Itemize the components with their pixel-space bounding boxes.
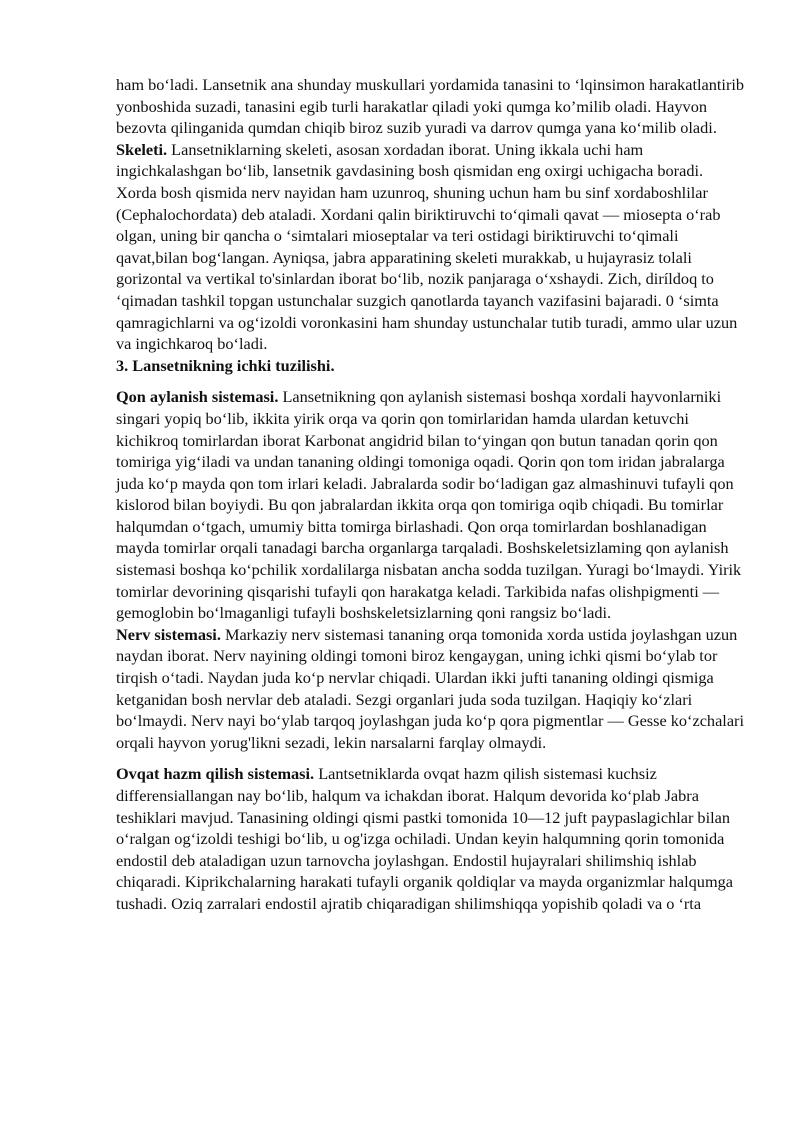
paragraph-lead-digestive: Ovqat hazm qilish sistemasi. xyxy=(116,764,315,784)
paragraph-lead-nervous: Nerv sistemasi. xyxy=(116,624,221,644)
paragraph-skeleton xyxy=(116,139,746,355)
paragraph-text: ham bo‘ladi. Lansetnik ana shunday muskullari yordamida tanasini to ‘lqinsimon harakatlantirib yonboshida suzadi, tanasini egib turli harakatlar qiladi yoki qumga ko’milib oladi. Hayvon bezovta qilinganida qumdan chiqib biroz suzib yuradi va darrov qumga yana ko‘milib oladi. xyxy=(116,75,745,138)
paragraph-lead-circulatory: Qon aylanish sistemasi. xyxy=(116,387,279,407)
paragraph-nervous-system xyxy=(116,624,746,754)
paragraph-muscles-end xyxy=(116,74,746,139)
paragraph-text: Markaziy nerv sistemasi tananing orqa tomonida xorda ustida joylashgan uzun naydan iborat. Nerv nayining oldingi tomoni biroz kengaygan, uning ichki qismi bo‘ylab tor tirqish o‘tadi. Naydan juda ko‘p nervlar chiqadi. Ulardan ikki jufti tananing oldingi qismiga ketganidan bosh nervlar deb ataladi. Sezgi organlari juda soda tuzilgan. Haqiqiy ko‘zlari bo‘lmaydi. Nerv nayi bo‘ylab tarqoq joylashgan juda ko‘p qora pigmentlar — Gesse ko‘zchalari orqali hayvon yorug'likni sezadi, lekin narsalarni farqlay olmaydi. xyxy=(116,624,744,752)
paragraph-text: Lansetniklarning skeleti, asosan xordadan iborat. Uning ikkala uchi ham ingichkalashgan bo‘lib, lansetnik gavdasining bosh qismidan eng oxirgi uchigacha boradi. Xorda bosh qismida nerv nayidan ham uzunroq, shuning uchun ham bu sinf xordaboshlilar (Cephalochordata) deb ataladi. Xordani qalin biriktiruvchi to‘qimali qavat — miosepta o‘rab olgan, uning bir qancha o ‘simtalari mioseptalar va teri ostidagi biriktiruvchi to‘qimali qavat,bilan bog‘langan. Ayniqsa, jabra apparatining skeleti murakkab, u hujayrasiz tolali gorizontal va vertikal to'sinlardan iborat bo‘lib, nozik panjaraga o‘xshaydi. Zich, diríldoq to ‘qimadan tashkil topgan ustunchalar suzgich qanotlarda tayanch vazifasini bajaradi. 0 ‘simta qamragichlarni va og‘izoldi voronkasini ham shunday ustunchalar tutib turadi, ammo ular uzun va ingichkaroq bo‘ladi. xyxy=(116,139,738,354)
paragraph-text: Lansetnikning qon aylanish sistemasi boshqa xordali hayvonlarniki singari yopiq bo‘lib, ikkita yirik orqa va qorin qon tomirlaridan hamda ulardan ketuvchi kichikroq tomirlardan iborat Karbonat angidrid bilan to‘yingan qon butun tanadan qorin qon tomiriga yig‘iladi va undan tananing oldingi tomoniga oqadi. Qorin qon tom iridan jabralarga juda ko‘p mayda qon tom irlari keladi. Jabralarda sodir bo‘ladigan gaz almashinuvi tufayli qon kislorod bilan boyiydi. Bu qon jabralardan ikkita orqa qon tomiriga oqib chiqadi. Bu tomirlar halqumdan o‘tgach, umumiy bitta tomirga birlashadi. Qon orqa tomirlardan boshlanadigan mayda tomirlar orqali tanadagi barcha organlarga tarqaladi. Boshskeletsizlaming qon aylanish sistemasi boshqa ko‘pchilik xordalilarga nisbatan ancha sodda tuzilgan. Yuragi bo‘lmaydi. Yirik tomirlar devorining qisqarishi tufayli qon harakatga keladi. Tarkibida nafas olishpigmenti — gemoglobin bo‘lmaganligi tufayli boshskeletsizlarning qoni rangsiz bo‘ladi. xyxy=(116,387,742,623)
paragraph-circulatory-system xyxy=(116,386,746,624)
paragraph-digestive-system xyxy=(116,763,746,914)
document-page xyxy=(116,74,746,915)
section-heading-internal-structure: 3. Lansetnikning ichki tuzilishi. xyxy=(116,355,335,375)
paragraph-lead-skeleton: Skeleti. xyxy=(116,139,168,159)
paragraph-text: Lantsetniklarda ovqat hazm qilish sistemasi kuchsiz differensiallangan nay bo‘lib, halqum va ichakdan iborat. Halqum devorida ko‘plab Jabra teshiklari mavjud. Tanasining oldingi qismi pastki tomonida 10—12 juft paypaslagichlar bilan o‘ralgan og‘izoldi teshigi bo‘lib, u og'izga ochiladi. Undan keyin halqumning qorin tomonida endostil deb ataladigan uzun tarnovcha joylashgan. Endostil hujayralari shilimshiq ishlab chiqaradi. Kiprikchalarning harakati tufayli organik qoldiqlar va mayda organizmlar halqumga tushadi. Oziq zarralari endostil ajratib chiqaradigan shilimshiqqa yopishib qoladi va o ‘rta xyxy=(116,764,733,913)
